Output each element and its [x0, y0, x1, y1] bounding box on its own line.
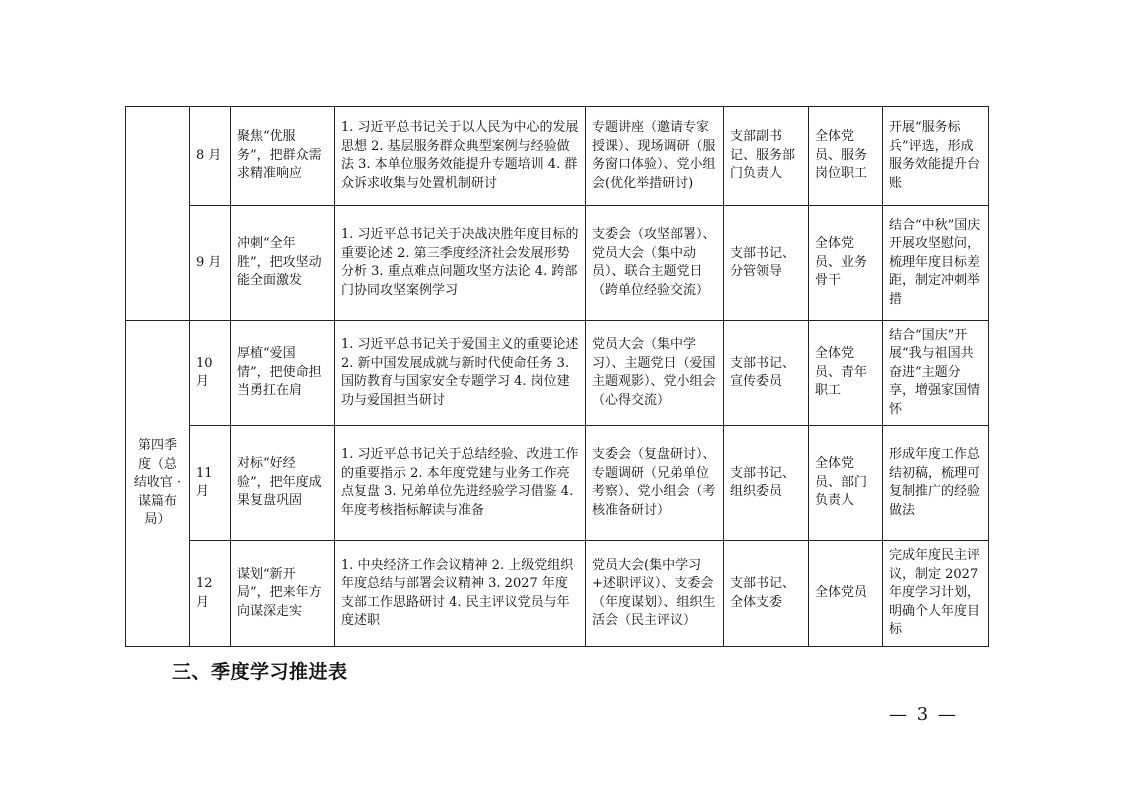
- attendees-cell: 全体党员、部门负责人: [809, 426, 883, 541]
- page-number: — 3 —: [889, 704, 958, 725]
- month-cell: 12 月: [190, 541, 231, 647]
- table-row: [126, 426, 989, 541]
- content-cell: 1. 习近平总书记关于以人民为中心的发展思想 2. 基层服务群众典型案例与经验做法 3. 本单位服务效能提升专题培训 4. 群众诉求收集与处置机制研讨: [335, 107, 586, 206]
- format-cell: 支委会（复盘研讨）、专题调研（兄弟单位考察）、党小组会（考核准备研讨）: [586, 426, 724, 541]
- theme-cell: 谋划“新开局”，把来年方向谋深走实: [231, 541, 335, 647]
- attendees-cell: 全体党员、业务骨干: [809, 206, 883, 321]
- content-cell: 1. 习近平总书记关于爱国主义的重要论述 2. 新中国发展成就与新时代使命任务 3. 国防教育与国家安全专题学习 4. 岗位建功与爱国担当研讨: [335, 321, 586, 426]
- study-plan-table: [125, 106, 989, 647]
- content-cell: 1. 习近平总书记关于决战决胜年度目标的重要论述 2. 第三季度经济社会发展形势分析 3. 重点难点问题攻坚方法论 4. 跨部门协同攻坚案例学习: [335, 206, 586, 321]
- leader-cell: 支部书记、分管领导: [724, 206, 809, 321]
- content-cell: 1. 习近平总书记关于总结经验、改进工作的重要指示 2. 本年度党建与业务工作亮点复盘 3. 兄弟单位先进经验学习借鉴 4. 年度考核指标解读与准备: [335, 426, 586, 541]
- leader-cell: 支部书记、宣传委员: [724, 321, 809, 426]
- table-row: [126, 541, 989, 647]
- outcome-cell: 结合“中秋”国庆开展攻坚慰问，梳理年度目标差距，制定冲刺举措: [883, 206, 989, 321]
- theme-cell: 聚焦“优服务”，把群众需求精准响应: [231, 107, 335, 206]
- leader-cell: 支部书记、全体支委: [724, 541, 809, 647]
- theme-cell: 对标“好经验”，把年度成果复盘巩固: [231, 426, 335, 541]
- leader-cell: 支部副书记、服务部门负责人: [724, 107, 809, 206]
- table-row: [126, 321, 989, 426]
- table-row: [126, 107, 989, 206]
- format-cell: 党员大会（集中学习）、主题党日（爱国主题观影）、党小组会（心得交流）: [586, 321, 724, 426]
- quarter-cell: [126, 107, 190, 321]
- outcome-cell: 形成年度工作总结初稿，梳理可复制推广的经验做法: [883, 426, 989, 541]
- month-cell: 8 月: [190, 107, 231, 206]
- section-heading: 三、季度学习推进表: [172, 661, 348, 683]
- theme-cell: 冲刺“全年胜”，把攻坚动能全面激发: [231, 206, 335, 321]
- attendees-cell: 全体党员、青年职工: [809, 321, 883, 426]
- attendees-cell: 全体党员、服务岗位职工: [809, 107, 883, 206]
- quarter-cell: 第四季度（总结收官 ·谋篇布局）: [126, 321, 190, 647]
- leader-cell: 支部书记、组织委员: [724, 426, 809, 541]
- theme-cell: 厚植“爱国情”，把使命担当勇扛在肩: [231, 321, 335, 426]
- format-cell: 支委会（攻坚部署）、党员大会（集中动员）、联合主题党日（跨单位经验交流）: [586, 206, 724, 321]
- month-cell: 9 月: [190, 206, 231, 321]
- month-cell: 11 月: [190, 426, 231, 541]
- table-row: [126, 206, 989, 321]
- format-cell: 专题讲座（邀请专家授课）、现场调研（服务窗口体验）、党小组会(优化举措研讨): [586, 107, 724, 206]
- outcome-cell: 结合“国庆”开展“我与祖国共奋进”主题分享，增强家国情怀: [883, 321, 989, 426]
- outcome-cell: 完成年度民主评议，制定 2027 年度学习计划，明确个人年度目标: [883, 541, 989, 647]
- format-cell: 党员大会(集中学习+述职评议）、支委会（年度谋划）、组织生活会（民主评议）: [586, 541, 724, 647]
- month-cell: 10 月: [190, 321, 231, 426]
- content-cell: 1. 中央经济工作会议精神 2. 上级党组织年度总结与部署会议精神 3. 2027 年度支部工作思路研讨 4. 民主评议党员与年度述职: [335, 541, 586, 647]
- outcome-cell: 开展“服务标兵”评选，形成服务效能提升台账: [883, 107, 989, 206]
- attendees-cell: 全体党员: [809, 541, 883, 647]
